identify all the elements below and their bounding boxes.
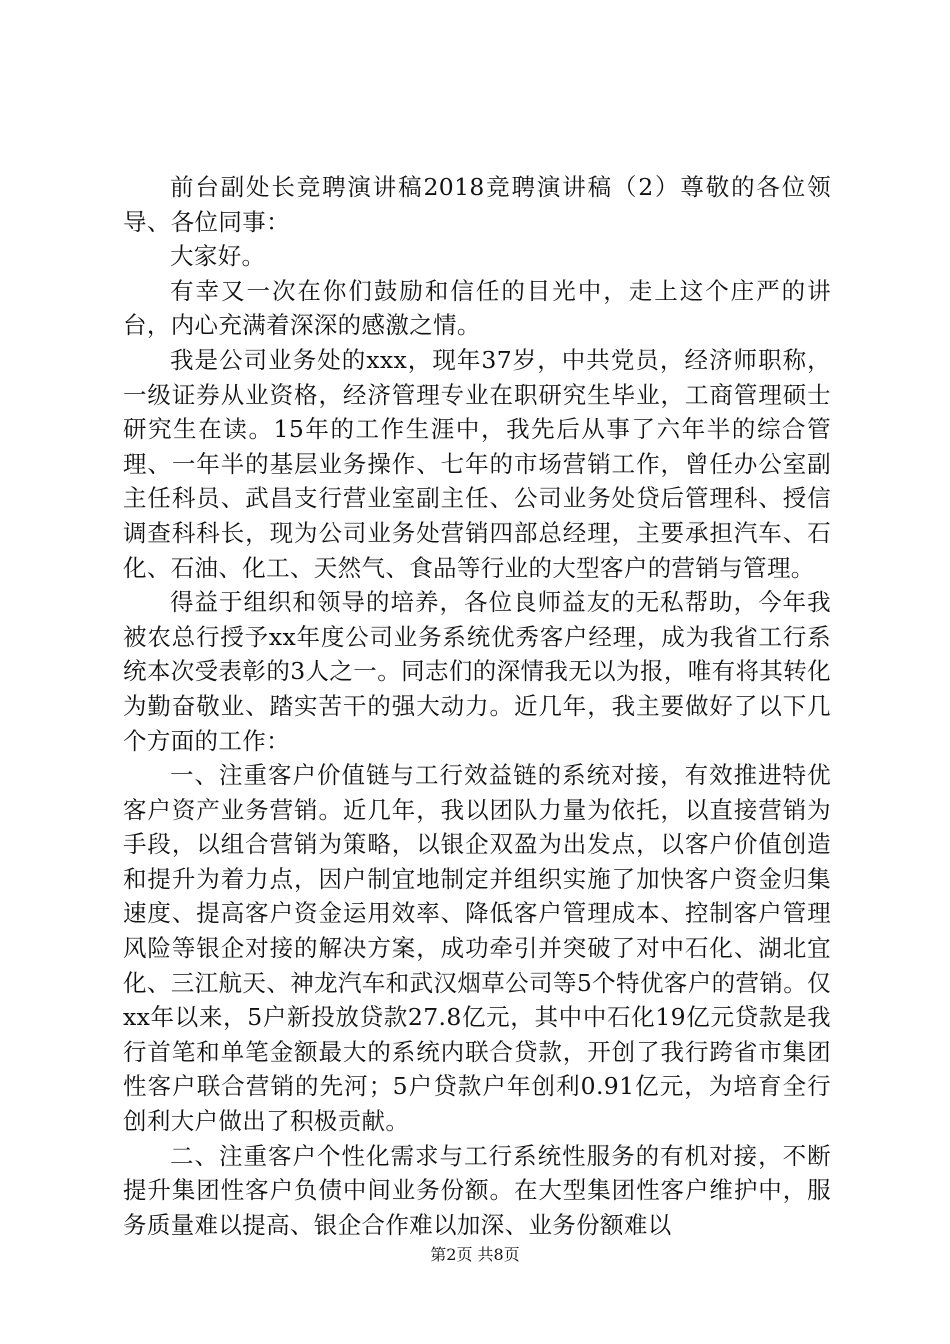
document-body xyxy=(123,170,831,1242)
paragraph-self-introduction: 我是公司业务处的xxx，现年37岁，中共党员，经济师职称，一级证券从业资格，经济管理专业在职研究生毕业，工商管理硕士研究生在读。15年的工作生涯中，我先后从事了六年半的综合管理、一年半的基层业务操作、七年的市场营销工作，曾任办公室副主任科员、武昌支行营业室副主任、公司业务处贷后管理科、授信调查科科长，现为公司业务处营销四部总经理，主要承担汽车、石化、石油、化工、天然气、食品等行业的大型客户的营销与管理。 xyxy=(123,345,831,582)
paragraph-honors: 得益于组织和领导的培养，各位良师益友的无私帮助，今年我被农总行授予xx年度公司业务系统优秀客户经理，成为我省工行系统本次受表彰的3人之一。同志们的深情我无以为报，唯有将其转化为勤奋敬业、踏实苦干的强大动力。近几年，我主要做好了以下几个方面的工作： xyxy=(123,588,831,755)
paragraph-gratitude: 有幸又一次在你们鼓励和信任的目光中，走上这个庄严的讲台，内心充满着深深的感激之情。 xyxy=(123,276,831,340)
paragraph-title-greeting: 前台副处长竞聘演讲稿2018竞聘演讲稿（2）尊敬的各位领导、各位同事： xyxy=(123,173,831,236)
paragraph-point-one: 一、注重客户价值链与工行效益链的系统对接，有效推进特优客户资产业务营销。近几年，我以团队力量为依托，以直接营销为手段，以组合营销为策略，以银企双盈为出发点，以客户价值创造和提升为着力点，因户制宜地制定并组织实施了加快客户资金归集速度、提高客户资金运用效率、降低客户管理成本、控制客户管理风险等银企对接的解决方案，成功牵引并突破了对中石化、湖北宜化、三江航天、神龙汽车和武汉烟草公司等5个特优客户的营销。仅xx年以来，5户新投放贷款27.8亿元，其中中石化19亿元贷款是我行首笔和单笔金额最大的系统内联合贷款，开创了我行跨省市集团性客户联合营销的先河；5户贷款户年创利0.91亿元，为培育全行创利大户做出了积极贡献。 xyxy=(123,761,831,1136)
page-number-footer: 第2页 共8页 xyxy=(430,1245,520,1264)
paragraph-hello: 大家好。 xyxy=(170,242,266,271)
paragraph-point-two: 二、注重客户个性化需求与工行系统性服务的有机对接，不断提升集团性客户负债中间业务份额。在大型集团性客户维护中，服务质量难以提高、银企合作难以加深、业务份额难以 xyxy=(123,1141,831,1239)
